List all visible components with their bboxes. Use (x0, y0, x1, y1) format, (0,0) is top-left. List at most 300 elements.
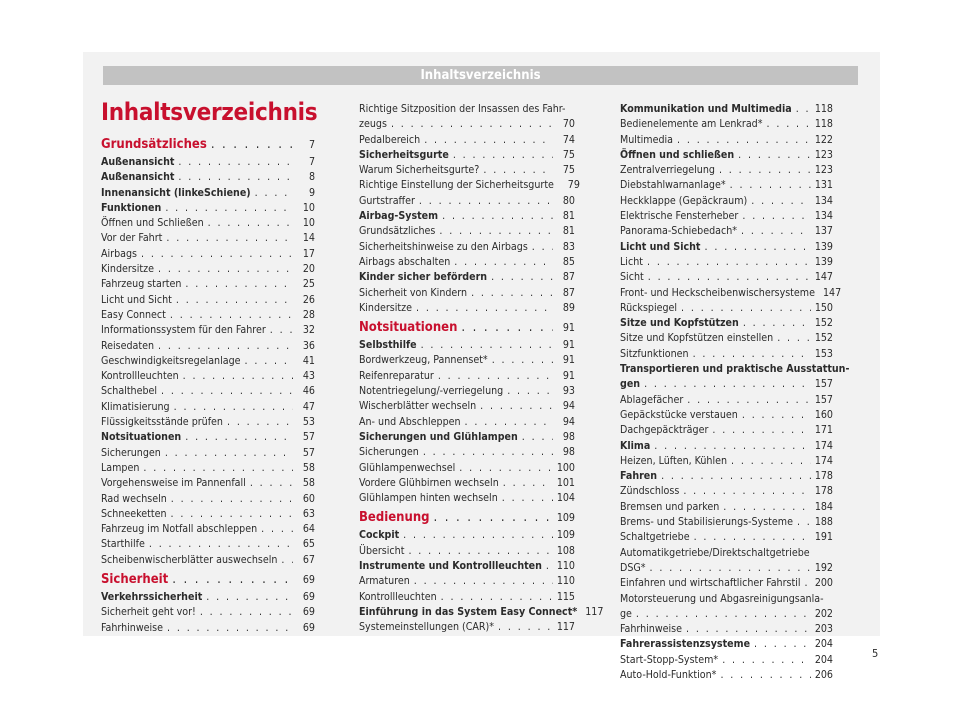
toc-entry-page: 203 (814, 623, 833, 636)
toc-entry[interactable] (620, 423, 833, 438)
toc-entry-page: 7 (308, 139, 315, 151)
toc-entry[interactable] (359, 445, 575, 460)
toc-column-3 (620, 102, 850, 683)
toc-entry-page: 153 (814, 347, 833, 360)
toc-entry[interactable] (101, 186, 315, 201)
toc-entry-title: Lampen (101, 461, 140, 474)
toc-entry[interactable] (620, 240, 833, 255)
toc-leader-dots (245, 354, 294, 369)
toc-entry-line: Transportieren und praktische Ausstattun- (620, 363, 850, 376)
toc-entry-title: Fahrzeug im Notfall abschleppen (101, 523, 258, 536)
toc-leader-dots (416, 301, 553, 316)
toc-leader-dots (546, 559, 553, 574)
toc-entry[interactable] (359, 240, 575, 255)
toc-leader-dots (165, 201, 293, 216)
toc-entry[interactable] (359, 384, 575, 399)
toc-entry-title: Richtige Einstellung der Sicherheitsgurte (359, 179, 554, 192)
toc-leader-dots (158, 262, 293, 277)
toc-entry-title: Warum Sicherheitsgurte? (359, 164, 480, 177)
toc-entry-page: 192 (814, 561, 833, 574)
toc-leader-dots (176, 293, 293, 308)
toc-entry[interactable] (620, 393, 833, 408)
toc-entry[interactable] (101, 369, 315, 384)
toc-leader-dots (502, 491, 553, 506)
toc-entry[interactable] (620, 301, 833, 316)
toc-entry-title: Diebstahlwarnanlage* (620, 179, 726, 192)
toc-entry[interactable] (359, 178, 580, 193)
toc-section-heading[interactable] (359, 509, 575, 527)
toc-entry-title: Sicherungen (359, 446, 419, 459)
toc-entry[interactable] (359, 301, 575, 316)
toc-entry[interactable] (620, 637, 833, 652)
toc-entry[interactable] (620, 102, 833, 117)
toc-entry[interactable] (101, 170, 315, 185)
toc-section-heading[interactable] (359, 319, 575, 337)
toc-entry[interactable] (101, 476, 315, 491)
toc-entry-title: Kindersitze (359, 301, 412, 314)
toc-entry-page: 7 (308, 156, 315, 168)
toc-entry[interactable] (359, 544, 575, 559)
toc-entry[interactable] (359, 209, 575, 224)
toc-entry[interactable] (620, 469, 833, 484)
toc-entry[interactable] (101, 216, 315, 231)
toc-entry[interactable] (620, 270, 833, 285)
toc-entry-title: Notsituationen (101, 431, 182, 444)
toc-entry-title: Systemeinstellungen (CAR)* (359, 621, 495, 634)
toc-entry-page: 178 (814, 470, 833, 483)
toc-entry-title: Fahrzeug starten (101, 278, 182, 291)
toc-leader-dots (408, 544, 552, 559)
toc-entry[interactable] (101, 537, 315, 552)
toc-entry-title: Glühlampen hinten wechseln (359, 492, 498, 505)
toc-entry-page: 57 (302, 446, 315, 459)
toc-section-heading[interactable] (101, 136, 315, 154)
toc-leader-dots (722, 653, 811, 668)
toc-entry-page: 32 (302, 324, 315, 337)
toc-entry-title: Schalthebel (101, 385, 158, 398)
toc-entry-title: Vor der Fahrt (101, 232, 163, 245)
toc-entry[interactable] (620, 439, 833, 454)
toc-entry-page: 28 (302, 308, 315, 321)
toc-entry-page: 57 (302, 431, 315, 444)
toc-entry-page: 101 (556, 476, 575, 489)
toc-entry-title: Rad wechseln (101, 492, 167, 505)
toc-leader-dots (741, 224, 811, 239)
toc-entry-page: 152 (814, 317, 833, 330)
toc-entry[interactable] (101, 339, 315, 354)
toc-entry[interactable] (101, 507, 315, 522)
toc-entry-title: Übersicht (359, 544, 405, 557)
toc-entry[interactable] (620, 255, 833, 270)
toc-entry[interactable] (359, 255, 575, 270)
toc-leader-dots (424, 133, 553, 148)
toc-entry[interactable] (359, 117, 575, 132)
toc-entry[interactable] (359, 338, 575, 353)
toc-entry[interactable] (620, 530, 833, 545)
toc-entry-title: Sicherheit geht vor! (101, 606, 196, 619)
toc-entry-page: 134 (814, 194, 833, 207)
toc-entry[interactable] (101, 293, 315, 308)
toc-leader-dots (719, 163, 811, 178)
toc-entry[interactable] (620, 500, 833, 515)
toc-entry-page: 14 (302, 232, 315, 245)
toc-leader-dots (754, 637, 811, 652)
toc-entry-page: 69 (302, 606, 315, 619)
toc-entry-page: 81 (562, 225, 575, 238)
toc-entry-page: 157 (814, 378, 833, 391)
toc-leader-dots (423, 445, 553, 460)
toc-entry-page: 204 (814, 653, 833, 666)
toc-leader-dots (403, 528, 553, 543)
toc-entry-page: 94 (562, 400, 575, 413)
toc-entry-title: Sicherungen (101, 446, 161, 459)
toc-entry-page: 87 (562, 286, 575, 299)
toc-leader-dots (766, 117, 810, 132)
toc-entry-page: 67 (302, 553, 315, 566)
toc-entry[interactable] (620, 331, 833, 346)
toc-leader-dots (143, 461, 293, 476)
toc-entry-title: Reifenreparatur (359, 369, 434, 382)
toc-leader-dots (471, 286, 553, 301)
toc-entry[interactable] (620, 668, 833, 683)
toc-entry-title: Außenansicht (101, 171, 175, 184)
toc-entry[interactable] (101, 522, 315, 537)
toc-entry[interactable] (359, 590, 575, 605)
toc-entry[interactable] (101, 621, 315, 636)
toc-entry[interactable] (101, 277, 315, 292)
toc-entry-page: 104 (556, 492, 575, 505)
toc-entry[interactable] (101, 231, 315, 246)
toc-entry-page: 8 (308, 171, 315, 184)
toc-entry[interactable] (359, 270, 575, 285)
toc-entry[interactable] (359, 574, 575, 589)
toc-entry[interactable] (620, 224, 833, 239)
toc-entry[interactable] (101, 201, 315, 216)
toc-entry[interactable] (620, 163, 833, 178)
toc-entry-page: 26 (302, 293, 315, 306)
toc-entry-page: 47 (302, 400, 315, 413)
toc-leader-dots (270, 323, 293, 338)
toc-entry-title: Klimatisierung (101, 400, 170, 413)
toc-entry-title: Scheibenwischerblätter auswechseln (101, 553, 278, 566)
toc-entry-page: 41 (302, 354, 315, 367)
toc-entry[interactable] (620, 133, 833, 148)
toc-entry[interactable] (620, 515, 833, 530)
toc-entry-title: Bordwerkzeug, Pannenset* (359, 354, 488, 367)
toc-entry-page: 79 (567, 179, 580, 192)
toc-leader-dots (704, 240, 810, 255)
toc-leader-dots (281, 553, 293, 568)
toc-entry[interactable] (101, 155, 315, 170)
toc-leader-dots (158, 339, 293, 354)
toc-entry[interactable] (359, 461, 575, 476)
toc-entry[interactable] (359, 133, 575, 148)
toc-entry-title: Sitze und Kopfstützen einstellen (620, 332, 774, 345)
toc-entry-title: Bremsen und parken (620, 500, 720, 513)
toc-entry-title: Kontrollleuchten (359, 590, 437, 603)
toc-entry-title: Notsituationen (359, 320, 458, 336)
toc-entry[interactable] (101, 354, 315, 369)
toc-entry-page: 174 (814, 454, 833, 467)
toc-leader-dots (644, 377, 811, 392)
toc-entry-page: 69 (302, 574, 315, 587)
toc-entry-title: Fahrhinweise (620, 623, 682, 636)
toc-leader-dots (439, 224, 553, 239)
toc-entry-title: Kindersitze (101, 263, 154, 276)
toc-entry-page: 91 (562, 322, 575, 335)
toc-entry-page: 91 (562, 354, 575, 367)
toc-entry-title: Kommunikation und Multimedia (620, 103, 792, 115)
toc-entry[interactable] (101, 262, 315, 277)
toc-entry-page: 137 (814, 225, 833, 238)
toc-entry[interactable] (101, 323, 315, 338)
toc-entry[interactable] (620, 561, 833, 576)
toc-entry-page: 64 (302, 523, 315, 536)
toc-entry-page: 200 (814, 577, 833, 590)
toc-entry-title: Selbsthilfe (359, 339, 417, 352)
toc-entry-page: 171 (814, 424, 833, 437)
toc-leader-dots (172, 571, 293, 589)
toc-entry-page: 53 (302, 416, 315, 429)
toc-entry-title: Fahren (620, 470, 658, 483)
toc-entry[interactable] (620, 209, 833, 224)
toc-entry[interactable] (359, 415, 575, 430)
toc-leader-dots (414, 574, 553, 589)
toc-leader-dots (149, 537, 293, 552)
toc-entry-title: Grundsätzliches (101, 137, 207, 152)
toc-entry[interactable] (620, 622, 833, 637)
toc-entry[interactable] (359, 399, 575, 414)
toc-leader-dots (208, 216, 293, 231)
toc-entry[interactable] (101, 415, 315, 430)
toc-entry[interactable] (620, 653, 833, 668)
toc-entry[interactable] (101, 446, 315, 461)
toc-leader-dots (777, 331, 811, 346)
toc-entry[interactable] (359, 194, 575, 209)
toc-entry-page: 10 (302, 201, 315, 214)
toc-entry-page: 117 (556, 621, 575, 634)
toc-entry[interactable] (101, 590, 315, 605)
toc-leader-dots (751, 194, 811, 209)
toc-entry-page: 178 (814, 485, 833, 498)
toc-entry-title: Außenansicht (101, 156, 175, 168)
toc-entry[interactable] (101, 247, 315, 262)
toc-leader-dots (461, 319, 553, 337)
toc-entry-title: Fahrhinweise (101, 621, 163, 634)
toc-entry-page: 87 (562, 271, 575, 284)
toc-leader-dots (693, 347, 811, 362)
toc-entry-page: 115 (556, 590, 575, 603)
toc-leader-dots (200, 605, 293, 620)
toc-entry-page: 117 (585, 605, 604, 618)
toc-entry-page: 43 (302, 370, 315, 383)
toc-entry-page: 85 (562, 255, 575, 268)
toc-entry[interactable] (359, 605, 604, 620)
toc-leader-dots (661, 469, 811, 484)
toc-entry-title: Licht und Sicht (101, 293, 172, 306)
toc-entry[interactable] (620, 178, 833, 193)
toc-entry-title: Sicherheitshinweise zu den Airbags (359, 240, 528, 253)
toc-entry[interactable] (359, 163, 575, 178)
toc-entry[interactable] (101, 308, 315, 323)
toc-entry-title: Brems- und Stabilisierungs-Systeme (620, 516, 793, 529)
toc-leader-dots (738, 148, 811, 163)
toc-entry-title: Starthilfe (101, 538, 145, 551)
toc-leader-dots (687, 393, 811, 408)
toc-entry[interactable] (620, 607, 833, 622)
toc-entry[interactable] (101, 553, 315, 568)
toc-entry-page: 20 (302, 263, 315, 276)
toc-entry[interactable] (359, 369, 575, 384)
toc-entry[interactable] (101, 430, 315, 445)
toc-entry-page: 152 (814, 332, 833, 345)
toc-entry[interactable] (101, 384, 315, 399)
toc-entry-page: 36 (302, 339, 315, 352)
toc-entry[interactable] (620, 484, 833, 499)
toc-leader-dots (206, 590, 293, 605)
toc-entry-title: ge (620, 607, 632, 620)
toc-entry-page: 75 (562, 148, 575, 161)
toc-entry[interactable] (359, 476, 575, 491)
toc-entry-page: 204 (814, 638, 833, 651)
toc-entry-page: 134 (814, 210, 833, 223)
toc-entry-title: An- und Abschleppen (359, 415, 461, 428)
toc-entry-page: 184 (814, 500, 833, 513)
toc-leader-dots (438, 369, 553, 384)
toc-entry[interactable] (101, 605, 315, 620)
toc-entry-page: 139 (814, 240, 833, 253)
toc-leader-dots (503, 476, 553, 491)
toc-entry-page: 174 (814, 439, 833, 452)
toc-entry[interactable] (620, 148, 833, 163)
toc-entry-page: 157 (814, 393, 833, 406)
toc-entry-title: Sicherheit von Kindern (359, 286, 468, 299)
toc-leader-dots (141, 247, 293, 262)
toc-entry[interactable] (359, 286, 575, 301)
toc-entry[interactable] (101, 461, 315, 476)
toc-entry[interactable] (359, 224, 575, 239)
toc-entry-title: Zentralverriegelung (620, 164, 715, 177)
toc-entry-title: Licht und Sicht (620, 240, 701, 253)
toc-leader-dots (730, 178, 811, 193)
toc-entry-title: Airbag-System (359, 210, 439, 223)
toc-leader-dots (165, 446, 293, 461)
toc-entry-page: 10 (302, 217, 315, 230)
toc-entry[interactable] (620, 117, 833, 132)
toc-entry-title: Sicht (620, 271, 644, 284)
toc-leader-dots (805, 576, 811, 591)
toc-entry[interactable] (620, 576, 833, 591)
toc-entry-title: Wischerblätter wechseln (359, 400, 477, 413)
toc-entry-page: 46 (302, 385, 315, 398)
toc-entry-title: Heizen, Lüften, Kühlen (620, 454, 728, 467)
toc-entry[interactable] (620, 347, 833, 362)
toc-leader-dots (648, 270, 811, 285)
toc-entry-title: Rückspiegel (620, 301, 678, 314)
toc-entry-page: 58 (302, 477, 315, 490)
toc-entry-page: 160 (814, 408, 833, 421)
toc-leader-dots (250, 476, 293, 491)
toc-entry-page: 89 (562, 301, 575, 314)
toc-entry-title: Schneeketten (101, 507, 167, 520)
toc-entry-title: Öffnen und Schließen (101, 217, 204, 230)
toc-leader-dots (161, 384, 293, 399)
toc-entry-page: 109 (556, 529, 575, 542)
toc-leader-dots (170, 308, 293, 323)
toc-entry-page: 110 (556, 560, 575, 573)
toc-entry[interactable] (359, 620, 575, 635)
toc-entry-page: 139 (814, 255, 833, 268)
toc-entry[interactable] (620, 316, 833, 331)
toc-leader-dots (178, 170, 293, 185)
toc-section-heading[interactable] (101, 571, 315, 589)
toc-entry[interactable] (359, 559, 575, 574)
toc-entry-page: 93 (562, 385, 575, 398)
toc-entry[interactable] (620, 286, 842, 301)
toc-entry-title: Sicherheitsgurte (359, 148, 449, 161)
toc-leader-dots (391, 117, 553, 132)
toc-leader-dots (441, 590, 553, 605)
toc-entry-title: Cockpit (359, 529, 400, 542)
toc-entry-title: Funktionen (101, 201, 162, 214)
toc-entry-title: Vordere Glühbirnen wechseln (359, 476, 499, 489)
toc-leader-dots (507, 384, 553, 399)
toc-entry-title: Einführung in das System Easy Connect* (359, 605, 578, 618)
toc-leader-dots (796, 102, 811, 117)
toc-column-1 (101, 136, 315, 636)
toc-entry[interactable] (359, 148, 575, 163)
toc-entry-title: Instrumente und Kontrollleuchten (359, 560, 542, 573)
toc-entry-title: Einfahren und wirtschaftlicher Fahrstil (620, 577, 801, 590)
toc-entry[interactable] (620, 194, 833, 209)
toc-leader-dots (185, 277, 293, 292)
toc-entry[interactable] (620, 454, 833, 469)
toc-entry[interactable] (101, 400, 315, 415)
toc-leader-dots (731, 454, 811, 469)
toc-entry-line: Motorsteuerung und Abgasreinigungsanla- (620, 592, 824, 605)
toc-entry-page: 60 (302, 492, 315, 505)
toc-entry-title: Vorgehensweise im Pannenfall (101, 477, 246, 490)
toc-entry-page: 81 (562, 210, 575, 223)
toc-entry[interactable] (620, 377, 833, 392)
toc-entry[interactable] (620, 408, 833, 423)
toc-leader-dots (419, 194, 553, 209)
toc-entry-title: Notentriegelung/-verriegelung (359, 385, 504, 398)
toc-leader-dots (723, 500, 811, 515)
toc-entry-page: 69 (302, 591, 315, 604)
toc-entry-title: Armaturen (359, 575, 410, 588)
toc-entry[interactable] (359, 491, 575, 506)
toc-entry-title: Öffnen und schließen (620, 148, 735, 161)
toc-entry[interactable] (359, 353, 575, 368)
toc-entry-page: 80 (562, 194, 575, 207)
toc-leader-dots (480, 399, 553, 414)
toc-entry-title: Kinder sicher befördern (359, 271, 488, 284)
toc-entry-page: 74 (562, 133, 575, 146)
page-number: 5 (872, 647, 879, 660)
toc-entry-title: DSG* (620, 561, 646, 574)
toc-leader-dots (492, 353, 553, 368)
toc-leader-dots (227, 415, 293, 430)
toc-entry-page: 94 (562, 415, 575, 428)
toc-entry[interactable] (359, 528, 575, 543)
toc-entry[interactable] (359, 430, 575, 445)
toc-entry-title: Licht (620, 255, 643, 268)
toc-entry-page: 9 (308, 186, 315, 199)
toc-entry[interactable] (101, 492, 315, 507)
toc-entry-title: Multimedia (620, 133, 673, 146)
toc-leader-dots (742, 209, 810, 224)
